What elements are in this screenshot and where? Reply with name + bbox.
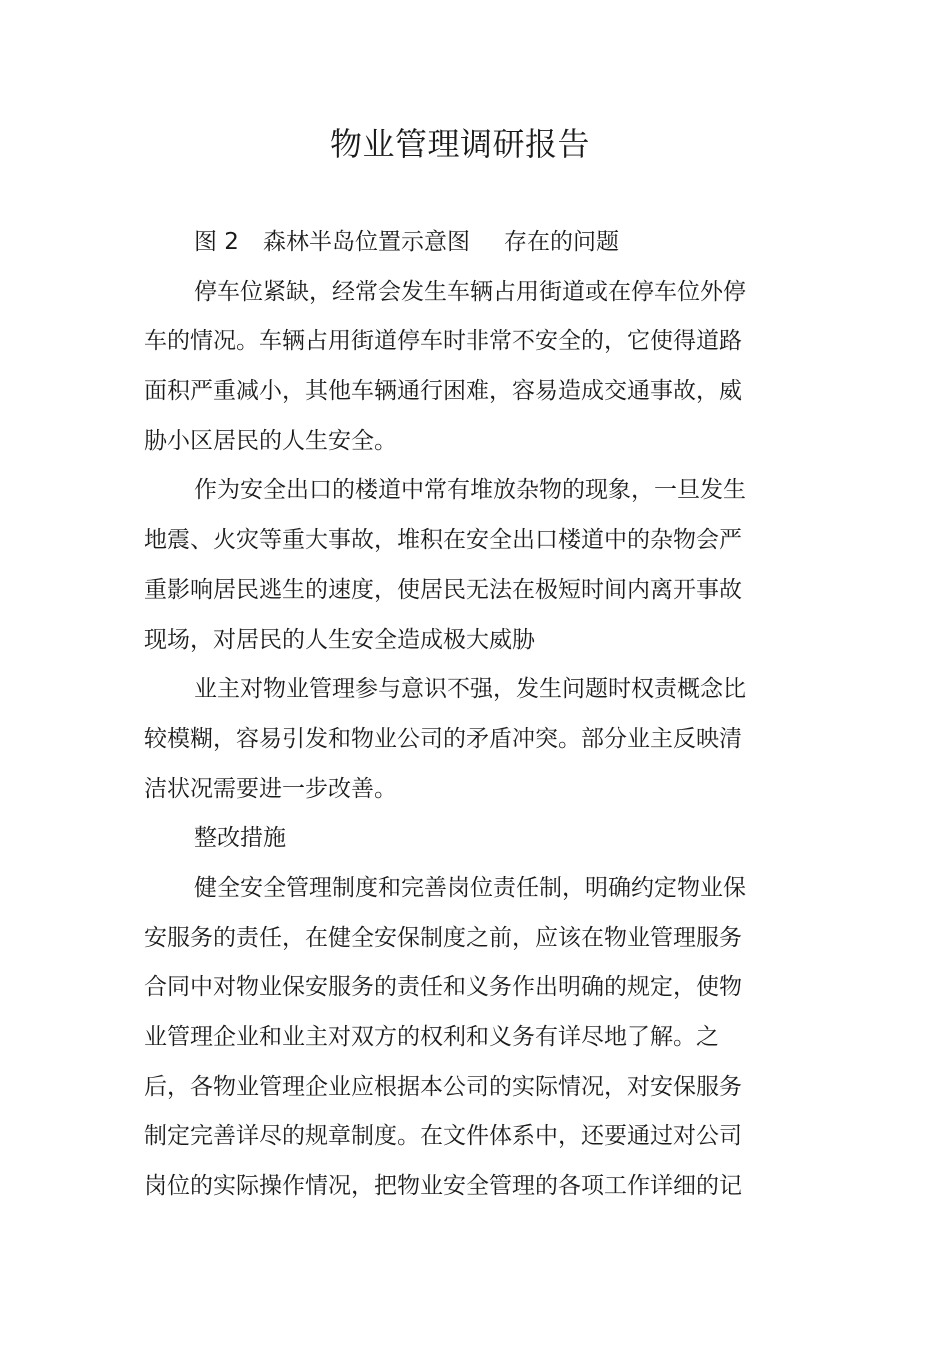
paragraph-line: 健全安全管理制度和完善岗位责任制，明确约定物业保 <box>194 874 746 901</box>
paragraph-line: 现场，对居民的人生安全造成极大威胁 <box>144 626 535 653</box>
paragraph-line: 地震、火灾等重大事故，堆积在安全出口楼道中的杂物会严 <box>144 527 742 554</box>
paragraph-line: 业管理企业和业主对双方的权利和义务有详尽地了解。之 <box>144 1024 719 1050</box>
page-title: 物业管理调研报告 <box>329 125 590 163</box>
paragraph-line: 较模糊，容易引发和物业公司的矛盾冲突。部分业主反映清 <box>144 725 742 752</box>
figure-number: 图 2 <box>194 229 239 255</box>
figure-caption-line <box>144 218 744 268</box>
paragraph-line: 合同中对物业保安服务的责任和义务作出明确的规定，使物 <box>144 974 742 1001</box>
figure-name: 森林半岛位置示意图 <box>262 229 470 255</box>
paragraph-line: 安服务的责任，在健全安保制度之前，应该在物业管理服务 <box>144 924 742 951</box>
section-heading: 存在的问题 <box>503 229 619 255</box>
paragraph-line: 岗位的实际操作情况，把物业安全管理的各项工作详细的记 <box>144 1173 742 1200</box>
paragraph-line: 后，各物业管理企业应根据本公司的实际情况，对安保服务 <box>144 1073 742 1100</box>
section-heading: 整改措施 <box>194 825 286 852</box>
paragraph-line: 胁小区居民的人生安全。 <box>144 427 397 454</box>
paragraph-line: 面积严重减小，其他车辆通行困难，容易造成交通事故，威 <box>144 378 742 405</box>
paragraph-line: 停车位紧缺，经常会发生车辆占用街道或在停车位外停 <box>194 278 746 305</box>
paragraph-line: 洁状况需要进一步改善。 <box>144 775 397 802</box>
paragraph-line: 业主对物业管理参与意识不强，发生问题时权责概念比 <box>194 676 746 703</box>
document-body <box>144 218 744 1212</box>
paragraph-line: 重影响居民逃生的速度，使居民无法在极短时间内离开事故 <box>144 576 742 603</box>
paragraph-line: 制定完善详尽的规章制度。在文件体系中，还要通过对公司 <box>144 1123 742 1150</box>
paragraph-line: 车的情况。车辆占用街道停车时非常不安全的，它使得道路 <box>144 328 742 355</box>
paragraph-line: 作为安全出口的楼道中常有堆放杂物的现象，一旦发生 <box>194 477 746 504</box>
